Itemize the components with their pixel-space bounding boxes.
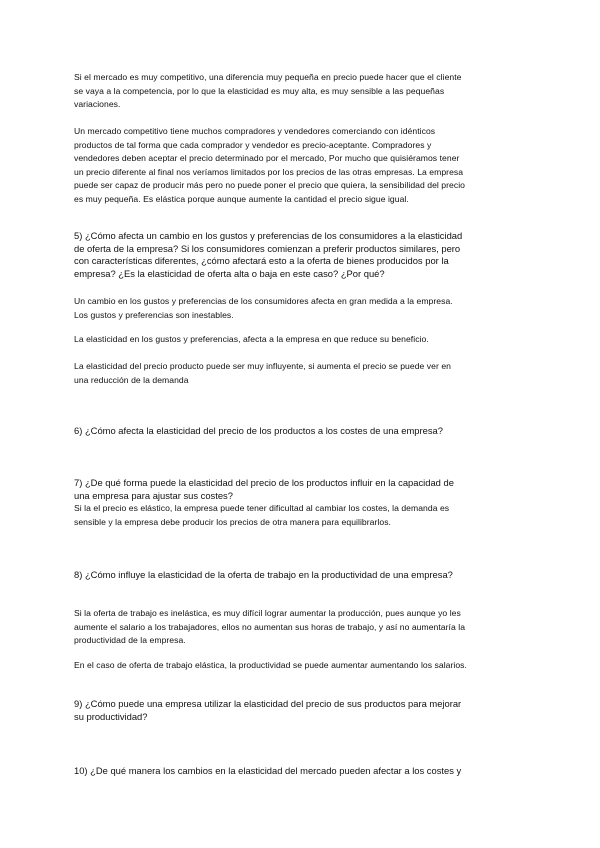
paragraph-competitive-market-definition: Un mercado competitivo tiene muchos compradores y vendedores comerciando con idénticos productos de tal forma que cada comprador y vendedor es precio-aceptante. Compradores y vendedores deben aceptar el precio determinado por el mercado, Por mucho que quisiéramos tener un precio diferente al final nos veríamos limitados por los precios de las otras empresas. La empresa puede ser capaz de producir más pero no puede poner el precio que quiera, la sensibilidad del precio es muy pequeña. Es elástica porque aunque aumente la cantidad el precio sigue igual. bbox=[74, 126, 466, 204]
paragraph-competitive-market-answer: Si el mercado es muy competitivo, una diferencia muy pequeña en precio puede hacer que el cliente se vaya a la competencia, por lo que la elasticidad es muy alta, es muy sensible a las pequeñas variaciones. bbox=[74, 72, 462, 110]
question-6: 6) ¿Cómo afecta la elasticidad del precio de los productos a los costes de una empresa? bbox=[74, 425, 443, 436]
answer-8-paragraph-1: Si la oferta de trabajo es inelástica, es muy difícil lograr aumentar la producción, pues aunque yo les aumente el salario a los trabajadores, ellos no aumentan sus horas de trabajo, y así no aumentaría la productividad de la empresa. bbox=[74, 608, 466, 646]
question-9: 9) ¿Cómo puede una empresa utilizar la elasticidad del precio de sus productos para mejorar su productividad? bbox=[74, 698, 462, 722]
answer-8-paragraph-2: En el caso de oferta de trabajo elástica, la productividad se puede aumentar aumentando los salarios. bbox=[74, 660, 467, 670]
question-10: 10) ¿De qué manera los cambios en la elasticidad del mercado pueden afectar a los costes y bbox=[74, 765, 462, 776]
answer-5-paragraph-1: Un cambio en los gustos y preferencias de los consumidores afecta en gran medida a la empresa. Los gustos y preferencias son inestables. bbox=[74, 296, 453, 320]
answer-5-paragraph-2: La elasticidad en los gustos y preferencias, afecta a la empresa en que reduce su beneficio. bbox=[74, 334, 429, 344]
answer-7: Si la el precio es elástico, la empresa puede tener dificultad al cambiar los costes, la demanda es sensible y la empresa debe producir los precios de otra manera para equilibrarlos. bbox=[74, 503, 450, 527]
question-8: 8) ¿Cómo influye la elasticidad de la oferta de trabajo en la productividad de una empresa? bbox=[74, 569, 453, 580]
question-5: 5) ¿Cómo afecta un cambio en los gustos y preferencias de los consumidores a la elasticidad de oferta de la empresa? Si los consumidores comienzan a preferir productos similares, pero con características diferentes, ¿cómo afectará esto a la oferta de bienes producidos por la empresa? ¿Es la elasticidad de oferta alta o baja en este caso? ¿Por qué? bbox=[74, 230, 463, 280]
answer-5-paragraph-3: La elasticidad del precio producto puede ser muy influyente, si aumenta el precio se puede ver en una reducción de la demanda bbox=[74, 361, 451, 385]
question-7: 7) ¿De qué forma puede la elasticidad del precio de los productos influir en la capacidad de una empresa para ajustar sus costes? bbox=[74, 477, 454, 501]
